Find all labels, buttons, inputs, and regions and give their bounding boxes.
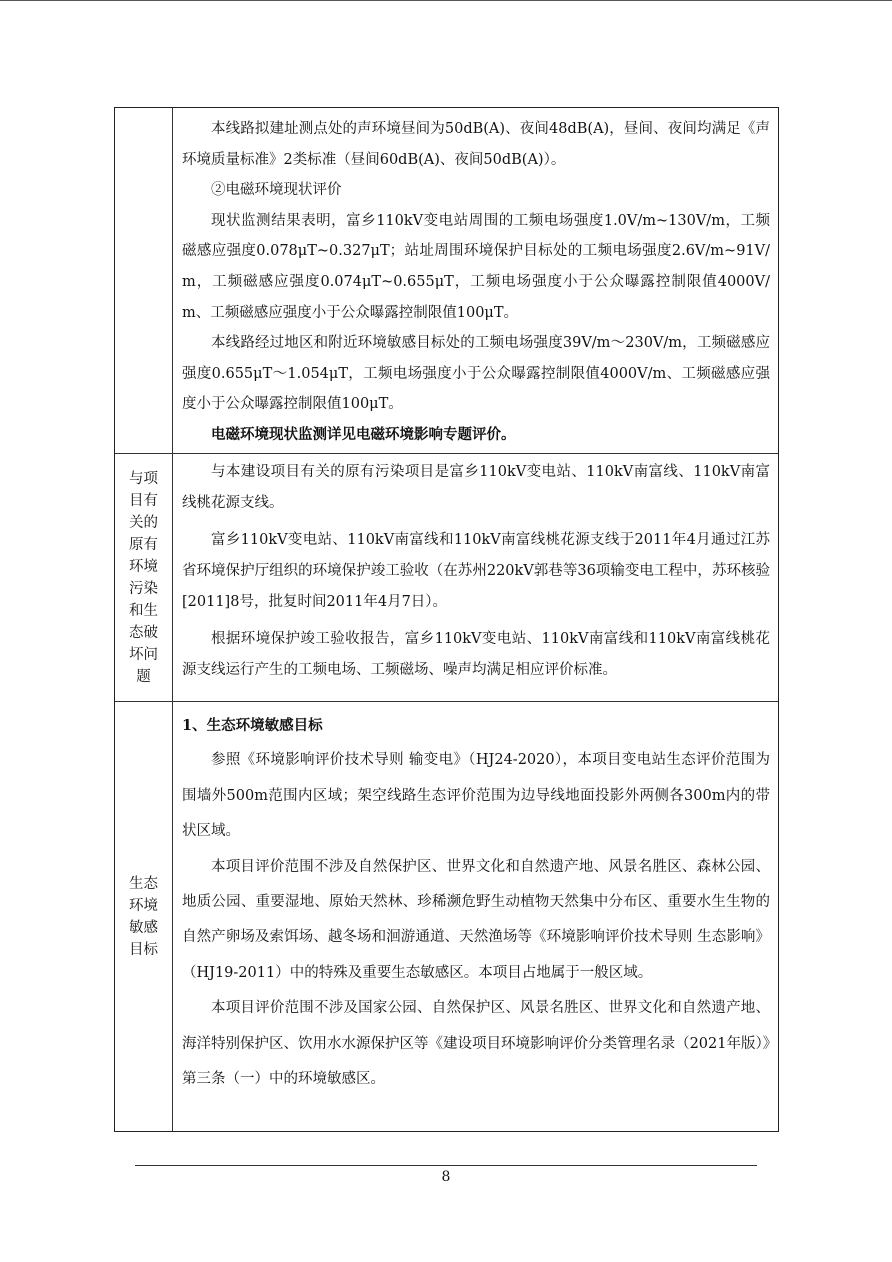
paragraph-acceptance: 富乡110kV变电站、110kV南富线和110kV南富线桃花源支线于2011年4月通过江苏省环境保护厅组织的环境保护竣工验收（在苏州220kV郭巷等36项输变电工程中，苏环核验[2011]8号，批复时间2011年4月7日）。 [182,532,770,610]
paragraph-sensitive-areas: 本项目评价范围不涉及自然保护区、世界文化和自然遗产地、风景名胜区、森林公园、地质公园、重要湿地、原始天然林、珍稀濒危野生动植物天然集中分布区、重要水生生物的自然产卵场及索饵场、越冬场和洄游通道、天然渔场等《环境影响评价技术导则 生态影响》（HJ19-2011）中的特殊及重要生态敏感区。本项目占地属于一般区域。 [182,858,770,981]
row-content-cell [173,108,778,453]
footer-rule [135,1165,757,1166]
paragraph-acceptance-result: 根据环境保护竣工验收报告，富乡110kV变电站、110kV南富线和110kV南富线桃花源支线运行产生的工频电场、工频磁场、噪声均满足相应评价标准。 [182,631,770,678]
row-label-existing-pollution: 与项目有关的原有环境污染和生态破坏问题 [129,470,158,685]
table-row-existing-pollution [115,454,778,702]
paragraph-line-monitoring: 本线路经过地区和附近环境敏感目标处的工频电场强度39V/m～230V/m，工频磁感应强度0.655μT～1.054μT，工频电场强度小于公众曝露控制限值4000V/m、工频磁感应强度小于公众曝露控制限值100μT。 [182,335,770,413]
paragraph-monitoring-note: 电磁环境现状监测详见电磁环境影响专题评价。 [211,425,516,443]
page-number: 8 [441,1169,451,1185]
paragraph-substation-monitoring: 现状监测结果表明，富乡110kV变电站周围的工频电场强度1.0V/m~130V/m，工频磁感应强度0.078μT~0.327μT；站址周围环境保护目标处的工频电场强度2.6V/m~91V/m，工频磁感应强度0.074μT~0.655μT，工频电场强度小于公众曝露控制限值4000V/m、工频磁感应强度小于公众曝露控制限值100μT。 [182,212,770,321]
paragraph-noise-status: 本线路拟建址测点处的声环境昼间为50dB(A)、夜间48dB(A)，昼间、夜间均满足《声环境质量标准》2类标准（昼间60dB(A)、夜间50dB(A)）。 [182,121,770,168]
environment-table [114,107,779,1132]
section-heading-ecological-targets: 1、生态环境敏感目标 [182,717,323,734]
row-label-cell [115,454,173,701]
paragraph-evaluation-scope: 参照《环境影响评价技术导则 输变电》（HJ24-2020），本项目变电站生态评价范围为围墙外500m范围内区域；架空线路生态评价范围为边导线地面投影外两侧各300m内的带状区域。 [182,752,770,840]
row-content-cell [173,702,778,1131]
row-label-cell [115,108,173,453]
subheading-electromagnetic-status: ②电磁环境现状评价 [211,182,342,199]
top-border-line [0,0,892,1]
paragraph-environmental-sensitive-areas: 本项目评价范围不涉及国家公园、自然保护区、风景名胜区、世界文化和自然遗产地、海洋特别保护区、饮用水水源保护区等《建设项目环境影响评价分类管理名录（2021年版）》第三条（一）中的环境敏感区。 [182,1000,770,1088]
row-label-ecological-targets: 生态环境敏感目标 [129,875,158,958]
row-content-cell [173,454,778,701]
table-row-current-status [115,108,778,454]
table-row-ecological-targets [115,702,778,1131]
row-label-cell [115,702,173,1131]
paragraph-existing-projects: 与本建设项目有关的原有污染项目是富乡110kV变电站、110kV南富线、110kV南富线桃花源支线。 [182,464,770,511]
